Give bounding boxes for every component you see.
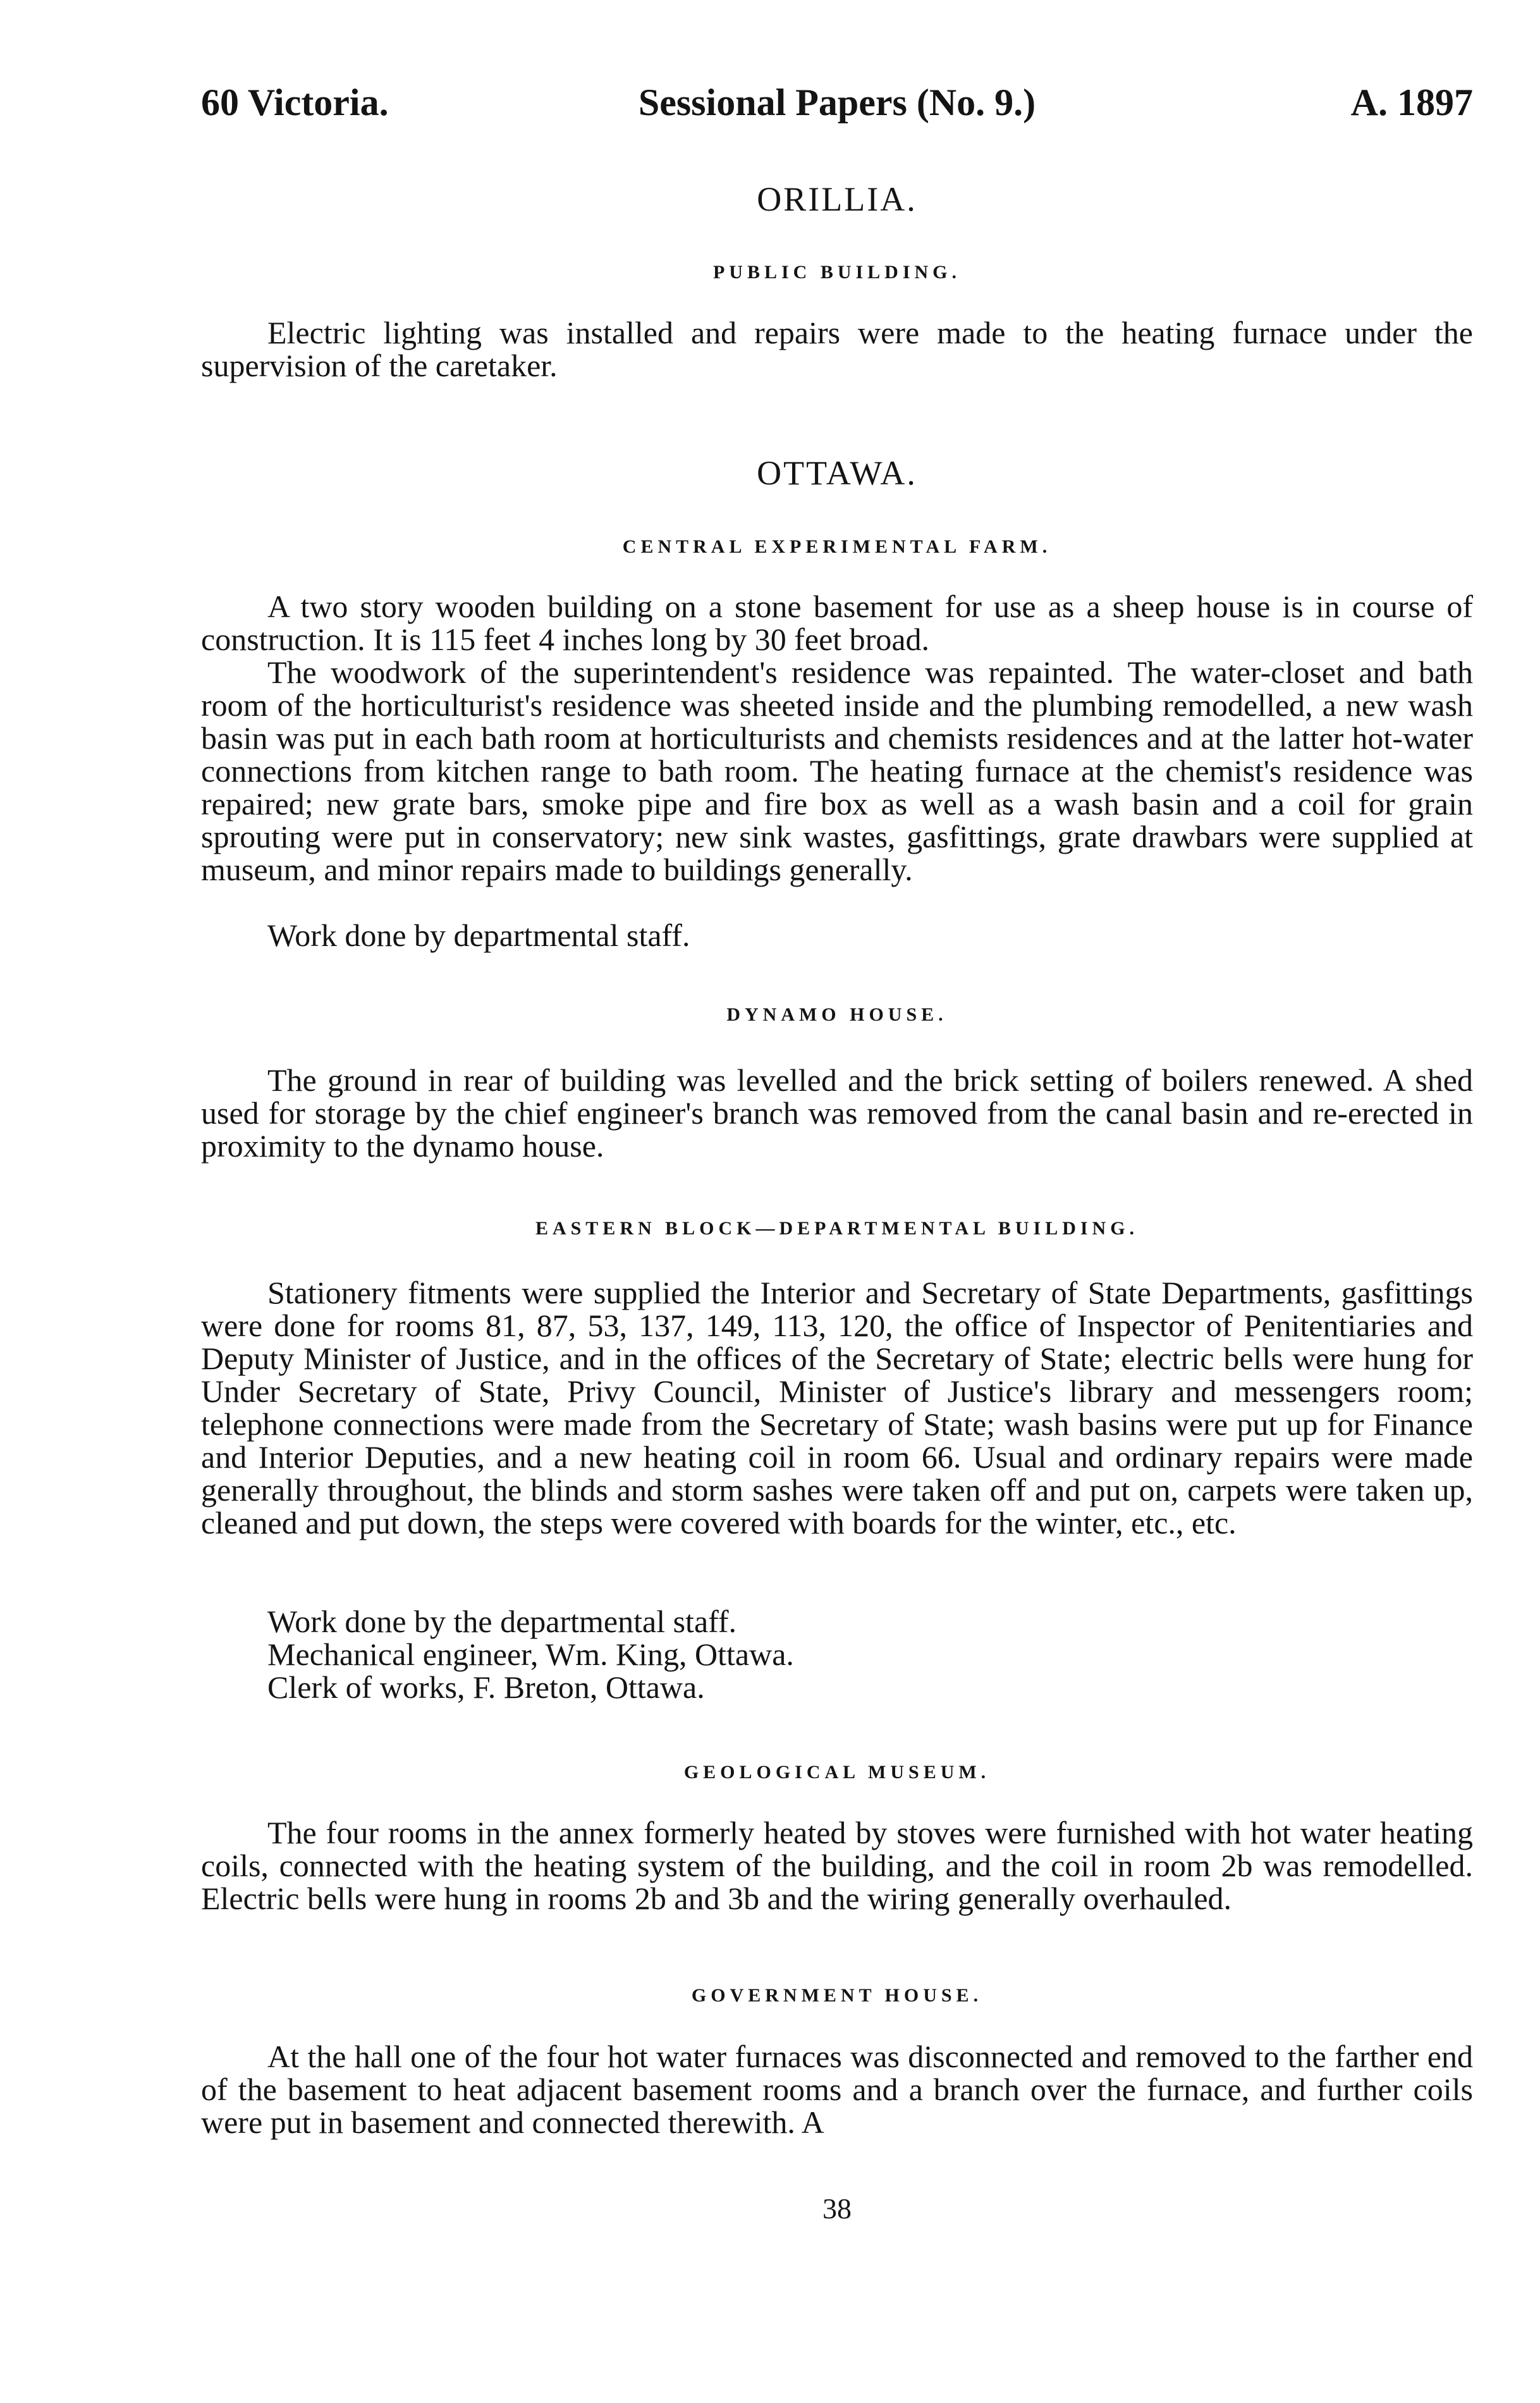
paragraph-eastern-block: Stationery fitments were supplied the Interior and Secretary of State Departments, gasfittings were done for rooms 81, 87, 53, 137, 149, 113, 120, the office of Inspector of Penitentiaries and Deputy Minister of Justice, and in the offices of the Secretary of State; electric bells were hung for Under Secretary of State, Privy Council, Minister of Justice's library and messengers room; telephone connections were made from the Secretary of State; wash basins were put up for Finance and Interior Deputies, and a new heating coil in room 66. Usual and ordinary repairs were made generally throughout, the blinds and storm sashes were taken off and put on, carpets were taken up, cleaned and put down, the steps were covered with boards for the winter, etc., etc. — [201, 1275, 1473, 1540]
paragraph-orillia-public-building: Electric lighting was installed and repairs were made to the heating furnace under the supervision of the caretaker. — [201, 315, 1473, 383]
section-title-ottawa: OTTAWA. — [757, 454, 917, 492]
header-year: A. 1897 — [1350, 82, 1473, 123]
page-number: 38 — [822, 2192, 852, 2225]
paragraph-dynamo-house: The ground in rear of building was levelled and the brick setting of boilers renewed. A shed used for storage by the chief engineer's branch was removed from the canal basin and re-erected in proximity to the dynamo house. — [201, 1062, 1473, 1164]
subheading-geological-museum: GEOLOGICAL MUSEUM. — [683, 1762, 991, 1783]
subheading-eastern-block: EASTERN BLOCK—DEPARTMENTAL BUILDING. — [535, 1218, 1139, 1239]
line-mechanical-engineer: Mechanical engineer, Wm. King, Ottawa. — [267, 1637, 794, 1672]
subheading-public-building: PUBLIC BUILDING. — [712, 262, 962, 283]
section-title-orillia: ORILLIA. — [757, 180, 917, 218]
line-clerk-of-works: Clerk of works, F. Breton, Ottawa. — [267, 1669, 705, 1705]
subheading-government-house: GOVERNMENT HOUSE. — [691, 1985, 983, 2006]
paragraph-farm-residences: The woodwork of the superintendent's residence was repainted. The water-closet and bath room of the horticulturist's residence was sheeted inside and the plumbing remodelled, a new wash basin was put in each bath room at horticulturists and chemists residences and at the latter hot-water connections from kitchen range to bath room. The heating furnace at the chemist's residence was repaired; new grate bars, smoke pipe and fire box as well as a wash basin and a coil for grain sprouting were put in conservatory; new sink wastes, gasfittings, grate drawbars were supplied at museum, and minor repairs made to buildings generally. — [201, 655, 1473, 887]
header-volume: 60 Victoria. — [201, 82, 389, 123]
line-eastern-block-work-done: Work done by the departmental staff. — [267, 1604, 737, 1639]
subheading-central-experimental-farm: CENTRAL EXPERIMENTAL FARM. — [622, 536, 1052, 557]
header-sessional-papers: Sessional Papers (No. 9.) — [638, 82, 1036, 123]
subheading-dynamo-house: DYNAMO HOUSE. — [726, 1004, 948, 1025]
paragraph-government-house: At the hall one of the four hot water furnaces was disconnected and removed to the farther end of the basement to heat adjacent basement rooms and a branch over the furnace, and further coils were put in basement and connected therewith. A — [201, 2039, 1473, 2140]
paragraph-sheep-house: A two story wooden building on a stone basement for use as a sheep house is in course of construction. It is 115 feet 4 inches long by 30 feet broad. — [201, 589, 1473, 657]
paragraph-farm-work-done: Work done by departmental staff. — [267, 918, 690, 953]
running-head — [201, 81, 1473, 138]
paragraph-geological-museum: The four rooms in the annex formerly heated by stoves were furnished with hot water heating coils, connected with the heating system of the building, and the coil in room 2b was remodelled. Electric bells were hung in rooms 2b and 3b and the wiring generally overhauled. — [201, 1815, 1473, 1916]
